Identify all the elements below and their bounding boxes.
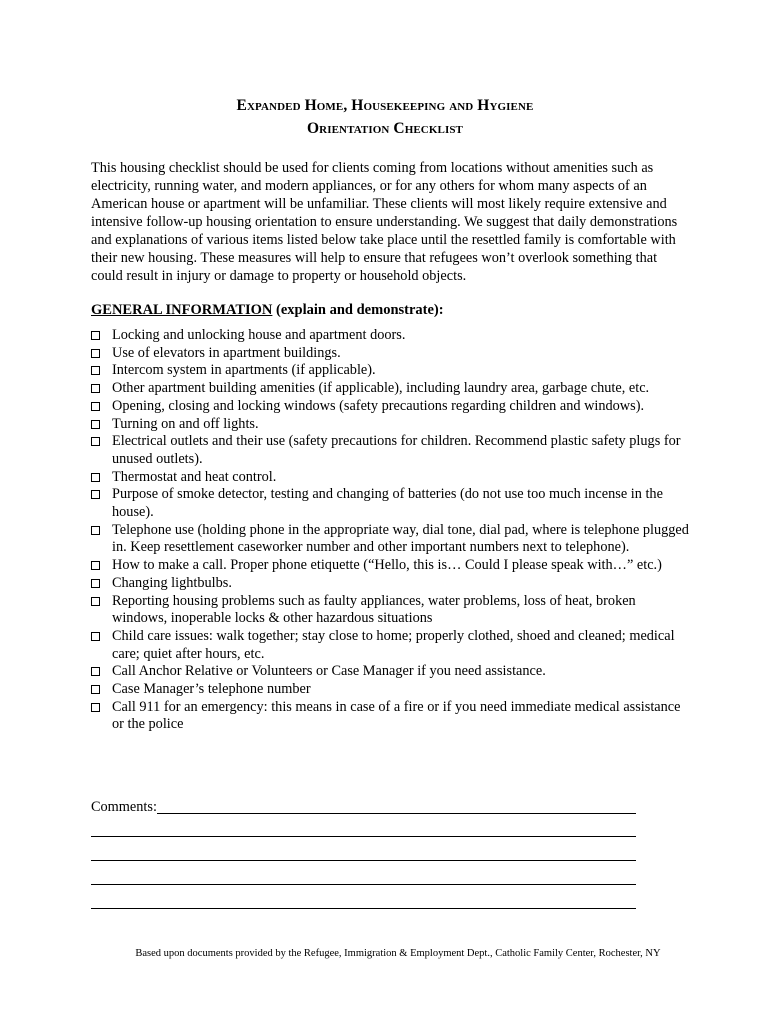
checkbox[interactable] xyxy=(91,703,100,712)
title-line-2: Orientation Checklist xyxy=(307,120,463,137)
section-heading xyxy=(91,301,444,319)
comments-label: Comments: xyxy=(91,799,157,815)
checklist-item xyxy=(91,327,691,345)
checkbox[interactable] xyxy=(91,331,100,340)
checklist xyxy=(91,327,691,734)
checklist-item-label: Changing lightbulbs. xyxy=(112,574,232,591)
checkbox[interactable] xyxy=(91,349,100,358)
footer-note: Based upon documents provided by the Refugee, Immigration & Employment Dept., Catholic Family Center, Rochester, NY xyxy=(135,948,661,959)
checklist-item-label: Opening, closing and locking windows (safety precautions regarding children and windows). xyxy=(112,397,645,414)
document-title xyxy=(0,94,770,140)
comments-line[interactable] xyxy=(91,836,636,837)
checkbox[interactable] xyxy=(91,632,100,641)
checklist-item-label: Electrical outlets and their use (safety precautions for children. Recommend plastic safety plugs for unused outlets). xyxy=(112,433,681,467)
checklist-item xyxy=(91,681,691,699)
comments-line[interactable] xyxy=(91,860,636,861)
intro-paragraph: This housing checklist should be used for clients coming from locations without amenities such as electricity, running water, and modern appliances, or for any others for whom many aspects of an American house or apartment will be unfamiliar. These clients will most likely require extensive and intensive follow-up housing orientation to ensure understanding. We suggest that daily demonstrations and explanations of various items listed below take place until the resettled family is comfortable with their new housing. These measures will help to ensure that refugees won’t overlook something that could result in injury or damage to property or household objects. xyxy=(91,160,678,284)
checkbox[interactable] xyxy=(91,366,100,375)
checkbox[interactable] xyxy=(91,667,100,676)
checklist-item xyxy=(91,433,691,468)
checklist-item xyxy=(91,699,691,734)
checklist-item xyxy=(91,398,691,416)
section-heading-subtitle: (explain and demonstrate): xyxy=(272,302,444,318)
checklist-item-label: How to make a call. Proper phone etiquette (“Hello, this is… Could I please speak with…” etc.) xyxy=(112,557,662,574)
checklist-item-label: Child care issues: walk together; stay close to home; properly clothed, shoed and cleaned; medical care; quiet after hours, etc. xyxy=(112,627,675,662)
checklist-item xyxy=(91,522,691,557)
checklist-item-label: Turning on and off lights. xyxy=(112,415,259,432)
checklist-item-label: Call Anchor Relative or Volunteers or Case Manager if you need assistance. xyxy=(112,663,546,680)
checklist-item-label: Purpose of smoke detector, testing and changing of batteries (do not use too much incense in the house). xyxy=(112,486,663,521)
checkbox[interactable] xyxy=(91,597,100,606)
checklist-item xyxy=(91,345,691,363)
checklist-item-label: Other apartment building amenities (if applicable), including laundry area, garbage chute, etc. xyxy=(112,380,650,397)
checklist-item xyxy=(91,416,691,434)
checklist-item xyxy=(91,380,691,398)
checklist-item-label: Thermostat and heat control. xyxy=(112,468,277,485)
checklist-item-label: Call 911 for an emergency: this means in case of a fire or if you need immediate medical assistance or the police xyxy=(112,698,681,733)
checklist-item-label: Reporting housing problems such as faulty appliances, water problems, loss of heat, broken windows, inoperable locks & other hazardous situations xyxy=(112,592,636,627)
section-heading-title: GENERAL INFORMATION xyxy=(91,302,273,318)
checkbox[interactable] xyxy=(91,579,100,588)
comments-line[interactable] xyxy=(91,908,636,909)
checkbox[interactable] xyxy=(91,437,100,446)
checklist-item-label: Case Manager’s telephone number xyxy=(112,681,311,698)
checklist-item-label: Locking and unlocking house and apartment doors. xyxy=(112,327,406,343)
checklist-item xyxy=(91,557,691,575)
checklist-item-label: Use of elevators in apartment buildings. xyxy=(112,344,341,361)
checklist-item xyxy=(91,362,691,380)
checkbox[interactable] xyxy=(91,384,100,393)
checklist-item xyxy=(91,575,691,593)
checklist-item xyxy=(91,593,691,628)
checklist-item xyxy=(91,663,691,681)
comments-field[interactable] xyxy=(91,798,636,816)
checkbox[interactable] xyxy=(91,685,100,694)
checkbox[interactable] xyxy=(91,526,100,535)
checklist-item xyxy=(91,469,691,487)
checklist-item xyxy=(91,486,691,521)
checklist-item-label: Intercom system in apartments (if applicable). xyxy=(112,362,376,379)
title-line-1: Expanded Home, Housekeeping and Hygiene xyxy=(236,97,534,114)
checkbox[interactable] xyxy=(91,561,100,570)
checklist-item xyxy=(91,628,691,663)
checkbox[interactable] xyxy=(91,402,100,411)
checkbox[interactable] xyxy=(91,420,100,429)
checkbox[interactable] xyxy=(91,473,100,482)
checklist-item-label: Telephone use (holding phone in the appropriate way, dial tone, dial pad, where is telephone plugged in. Keep resettlement caseworker number and other important numbers next to telephone). xyxy=(112,521,689,556)
comments-line[interactable] xyxy=(91,884,636,885)
checkbox[interactable] xyxy=(91,490,100,499)
comments-line[interactable] xyxy=(157,798,636,814)
